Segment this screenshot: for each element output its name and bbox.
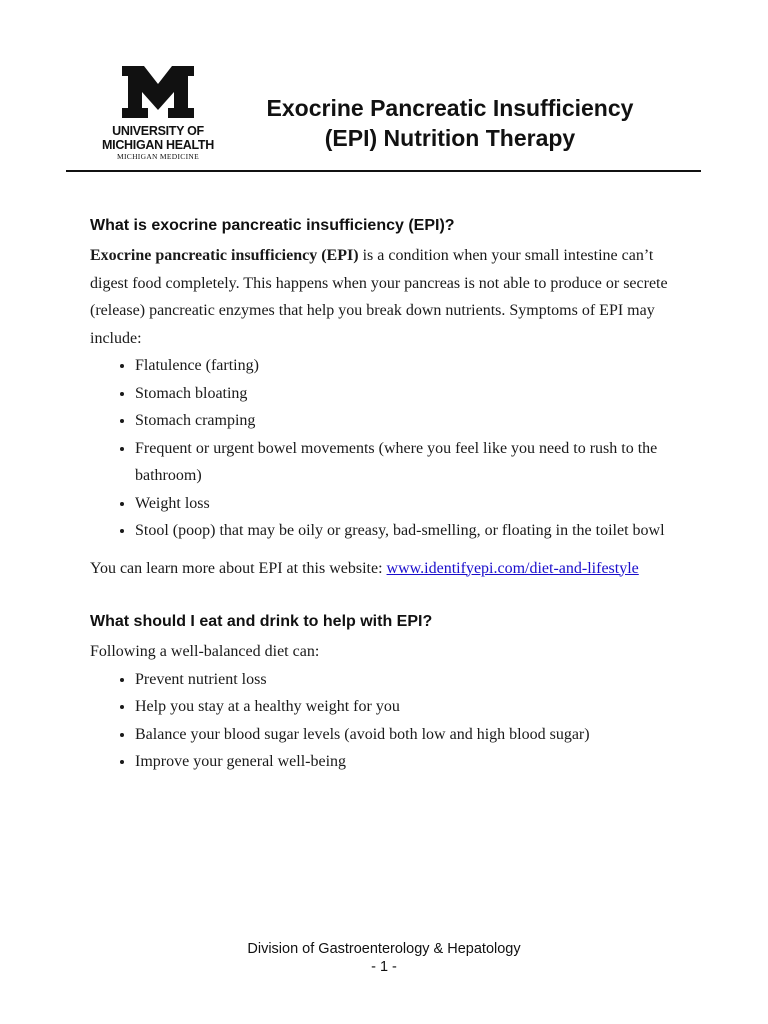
diet-benefits-list [90, 666, 680, 776]
document-body [90, 214, 680, 776]
section-heading-what-is-epi: What is exocrine pancreatic insufficiency (EPI)? [90, 217, 455, 234]
list-item: • Stomach cramping [135, 407, 680, 435]
list-item: • Prevent nutrient loss [135, 666, 680, 694]
footer-division: Division of Gastroenterology & Hepatology [247, 941, 521, 957]
spacer [90, 545, 680, 555]
spacer [90, 582, 680, 610]
list-item: • Help you stay at a healthy weight for you [135, 693, 680, 721]
list-item: • Frequent or urgent bowel movements (where you feel like you need to rush to the bathroom) [135, 435, 680, 490]
logo-text-michigan-medicine: MICHIGAN MEDICINE [117, 152, 199, 161]
epi-term-bold: Exocrine pancreatic insufficiency (EPI) [90, 247, 359, 264]
identifyepi-link[interactable]: www.identifyepi.com/diet-and-lifestyle [386, 559, 639, 577]
symptoms-list [90, 352, 680, 545]
list-item: • Weight loss [135, 490, 680, 518]
document-title [236, 93, 664, 153]
list-item: • Flatulence (farting) [135, 352, 680, 380]
epi-definition-paragraph [90, 242, 680, 352]
page-number: - 1 - [371, 959, 397, 975]
university-logo [100, 66, 216, 162]
document-title-line1: Exocrine Pancreatic Insufficiency [266, 95, 634, 121]
list-item: • Stool (poop) that may be oily or greasy, bad-smelling, or floating in the toilet bowl [135, 517, 680, 545]
page-footer [0, 940, 768, 976]
learn-more-text: You can learn more about EPI at this website: [90, 559, 387, 577]
list-item: • Stomach bloating [135, 380, 680, 408]
logo-text-michigan-health: MICHIGAN HEALTH [102, 138, 214, 152]
list-item: • Improve your general well-being [135, 748, 680, 776]
block-m-logo-icon [122, 66, 194, 118]
section-heading-what-to-eat: What should I eat and drink to help with EPI? [90, 613, 433, 630]
epi-definition-text: is a condition when your small intestine can’t digest food completely. This happens when your pancreas is not able to produce or secrete (release) pancreatic enzymes that help you break down nutrients. Symptoms of EPI may include: [90, 247, 668, 347]
header-divider [66, 170, 701, 172]
document-title-line2: (EPI) Nutrition Therapy [324, 125, 576, 151]
list-item: • Balance your blood sugar levels (avoid both low and high blood sugar) [135, 721, 680, 749]
logo-text-university: UNIVERSITY OF [112, 124, 204, 138]
learn-more-paragraph [90, 555, 680, 583]
diet-intro-paragraph: Following a well-balanced diet can: [90, 643, 320, 660]
